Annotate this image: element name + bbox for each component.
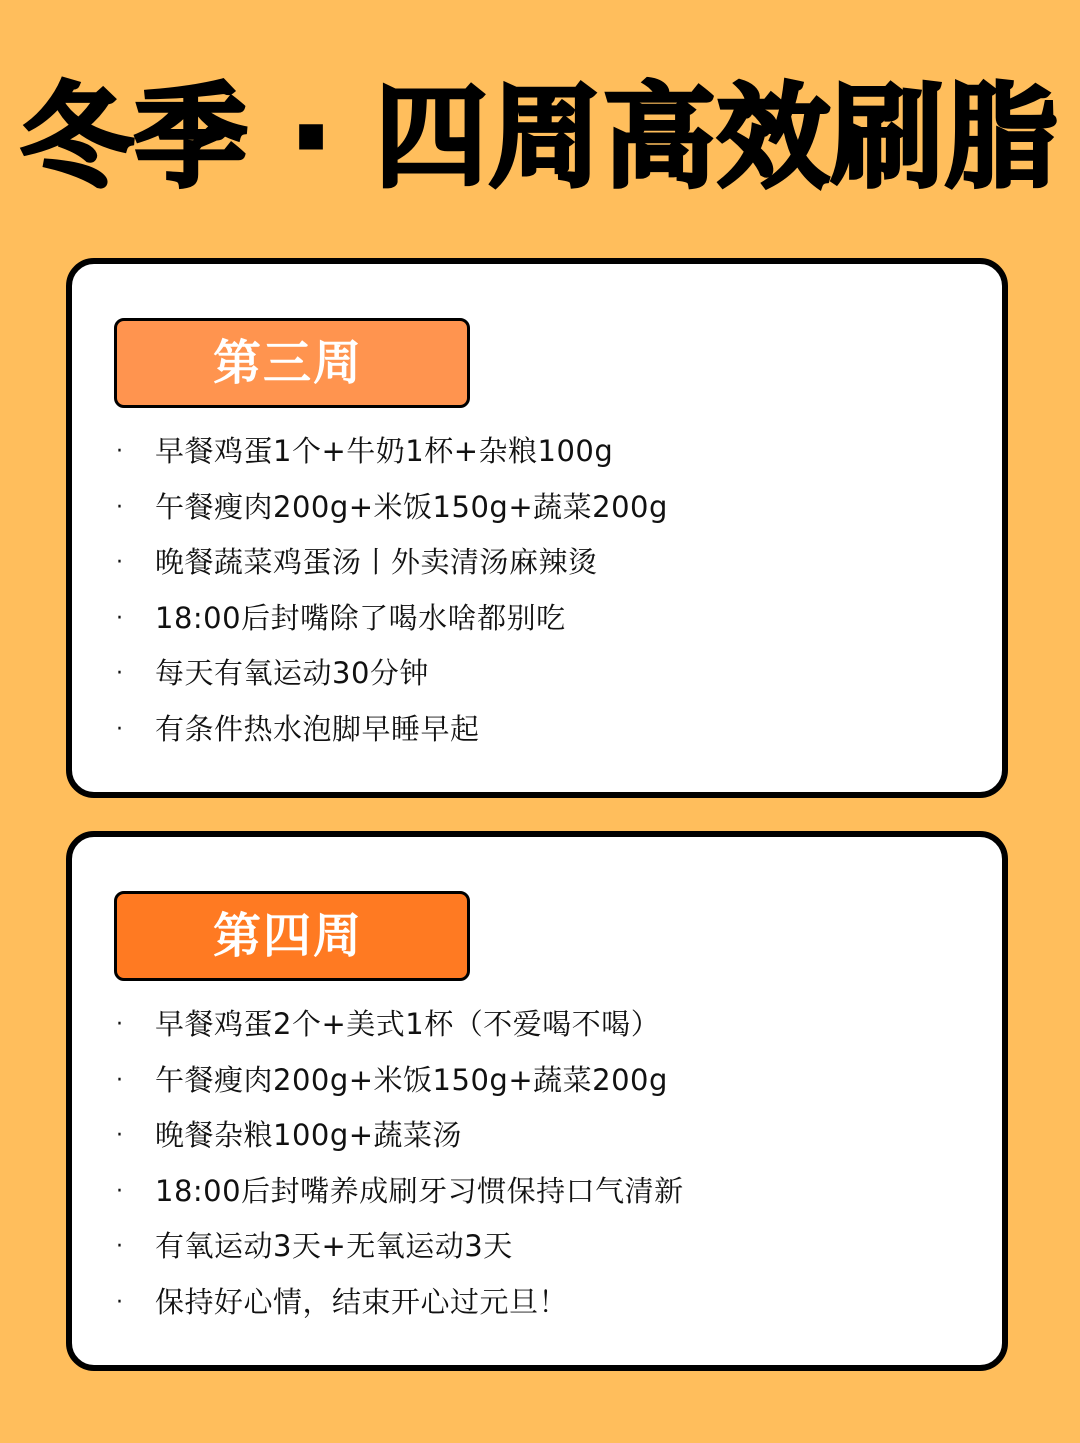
- bullet-dot-icon: ·: [116, 439, 123, 464]
- week4-badge: 第四周: [114, 891, 470, 981]
- list-item: [116, 1219, 684, 1275]
- bullet-dot-icon: ·: [116, 550, 123, 575]
- bullet-dot-icon: ·: [116, 1178, 123, 1204]
- bullet-dot-icon: ·: [116, 1012, 123, 1037]
- item-text: 午餐瘦肉200g+米饭150g+蔬菜200g: [155, 489, 668, 524]
- item-text: 保持好心情，结束开心过元旦！: [155, 1284, 569, 1319]
- bullet-dot-icon: ·: [116, 1234, 123, 1259]
- week4-item-list: [116, 997, 684, 1330]
- item-text: 有条件热水泡脚早睡早起: [155, 711, 480, 746]
- list-item: [116, 1275, 684, 1331]
- week4-card: [66, 831, 1008, 1371]
- list-item: [116, 1108, 684, 1164]
- bullet-dot-icon: ·: [116, 1289, 123, 1315]
- item-text: 早餐鸡蛋1个+牛奶1杯+杂粮100g: [155, 434, 614, 468]
- item-text: 午餐瘦肉200g+米饭150g+蔬菜200g: [155, 1062, 668, 1097]
- bullet-dot-icon: ·: [116, 605, 123, 631]
- item-text: 早餐鸡蛋2个+美式1杯（不爱喝不喝）: [155, 1007, 661, 1041]
- list-item: [116, 591, 668, 647]
- page-title: 冬季 · 四周高效刷脂: [20, 73, 1060, 203]
- week3-card: [66, 258, 1008, 798]
- item-text: 18:00后封嘴除了喝水啥都别吃: [155, 600, 566, 635]
- list-item: [116, 646, 668, 702]
- item-text: 18:00后封嘴养成刷牙习惯保持口气清新: [155, 1173, 684, 1208]
- list-item: [116, 1164, 684, 1220]
- item-text: 晚餐杂粮100g+蔬菜汤: [155, 1118, 463, 1152]
- item-text: 有氧运动3天+无氧运动3天: [155, 1229, 513, 1263]
- item-text: 每天有氧运动30分钟: [155, 656, 429, 690]
- week3-item-list: [116, 424, 668, 757]
- list-item: [116, 535, 668, 591]
- week3-badge: 第三周: [114, 318, 470, 408]
- list-item: [116, 424, 668, 480]
- bullet-dot-icon: ·: [116, 661, 123, 686]
- list-item: [116, 1053, 684, 1109]
- bullet-dot-icon: ·: [116, 716, 123, 742]
- item-text: 晚餐蔬菜鸡蛋汤丨外卖清汤麻辣烫: [155, 545, 598, 579]
- list-item: [116, 480, 668, 536]
- list-item: [116, 997, 684, 1053]
- list-item: [116, 702, 668, 758]
- bullet-dot-icon: ·: [116, 1067, 123, 1093]
- bullet-dot-icon: ·: [116, 494, 123, 520]
- bullet-dot-icon: ·: [116, 1123, 123, 1148]
